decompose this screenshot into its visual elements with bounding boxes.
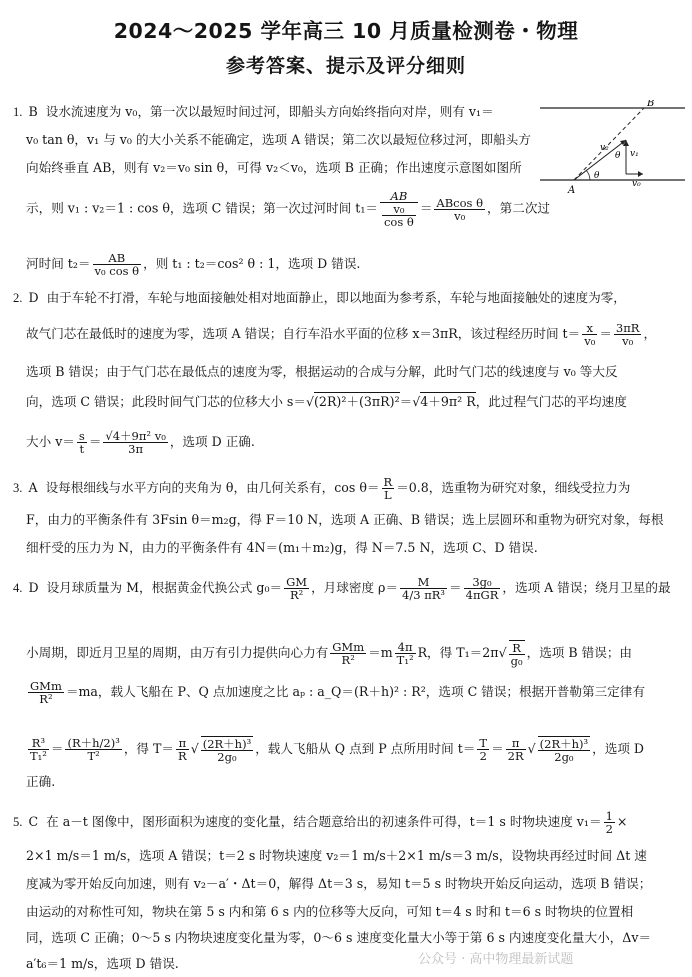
path-ab (574, 108, 644, 180)
q1-text-6: 河时间 t₂＝ (26, 256, 91, 271)
q1-text-4: 示，则 v₁ : v₂＝1 : cos θ，选项 C 错误；第一次过河时间 t₁＝ (26, 200, 378, 216)
q4-fraction-sq: $\frac{R}{\text{g₀}}$ (510, 641, 523, 668)
q5-line-2: 2×1 m/s＝1 m/s，选项 A 错误；t＝2 s 时物块速度 v₂＝1 m/s＋2×1 m/s＝3 m/s，设物块再经过时间 Δt 速 (26, 848, 647, 863)
q1-line-5 (26, 252, 360, 277)
q2-number: 2. (13, 291, 23, 305)
q3-line-1 (13, 476, 630, 501)
q2-fraction-t2: $\frac{3\pi R}{\text{v₀}}$ (615, 321, 640, 348)
q2-text-2: 故气门芯在最低时的速度为零，选项 A 错误；自行车沿水平面的位移 x＝3πR，该过程经历时间 t＝ (26, 326, 581, 341)
q4-line-5: 正确. (26, 774, 56, 789)
v0-arrowhead (638, 171, 643, 177)
q1-fraction-t2: $\frac{AB}{\text{v₀ cos θ}}$ (94, 251, 140, 278)
q1-choice: B (28, 104, 38, 119)
q4-fraction-tt: $\frac{\text{(2R＋h)³}}{\text{2g₀}}$ (202, 737, 252, 764)
q1-line-2: v₀ tan θ，v₁ 与 v₀ 的大小关系不能确定，选项 A 错误；第二次以最短位移过河，即船头方 (26, 132, 531, 147)
q4-choice: D (28, 580, 39, 595)
q4-line-1: 4. D 设月球质量为 M，根据黄金代换公式 g₀＝ $\frac{GM}{\text{R²}}$ ，月球密度 ρ＝ $\frac{M}{\text{4/3 πR³}}$ ＝ $\frac{\text{3g₀}}{\text{4πGR}}$ ，选项 A 错误；绕月卫星的最 (13, 575, 671, 602)
q4-line-2: 小周期，即近月卫星的周期，由万有引力提供向心力有 $\frac{\text{GMm}}{\text{R²}}$ ＝m $\frac{4\pi}{\text{T₁²}}$ R，得 T₁＝2π√ $\frac{R}{\text{g₀}}$ ，选项 B 错误；由 (26, 640, 633, 668)
q2-line-3: 选项 B 错误；由于气门芯在最低点的速度为零，根据运动的合成与分解，此时气门芯的线速度与 v₀ 等大反 (26, 364, 618, 379)
page-subtitle: 参考答案、提示及评分细则 (225, 55, 466, 77)
q3-line-2: F，由力的平衡条件有 3Fsin θ＝m₂g，得 F＝10 N，选项 A 正确、B 错误；选上层圆环和重物为研究对象，每根 (26, 512, 664, 527)
q2-fraction-v2: $\frac{\text{√4＋9π² v₀}}{3\pi}$ (105, 429, 166, 456)
q5-number: 5. (13, 815, 23, 829)
q4-fraction-t: $\frac{T}{2}$ (479, 736, 488, 763)
label-v2: v₂ (600, 143, 609, 153)
q2-text-6: 大小 v＝ (26, 434, 75, 449)
q4-fraction-rho2: $\frac{\text{3g₀}}{\text{4πGR}}$ (465, 575, 499, 602)
q2-line-5: 大小 v＝ $\frac{s}{t}$ ＝ $\frac{\text{√4＋9π² v₀}}{3\pi}$ ，选项 D 正确. (26, 429, 255, 456)
q4-fraction-rho: $\frac{M}{\text{4/3 πR³}}$ (402, 575, 446, 602)
q1-line-1 (13, 104, 494, 120)
label-a: A (568, 185, 576, 196)
q3-choice: A (28, 480, 38, 495)
q1-line-4 (26, 190, 550, 228)
q3-number: 3. (13, 481, 23, 495)
q4-text-2: 小周期，即近月卫星的周期，由万有引力提供向心力有 (26, 645, 329, 660)
q4-line-4: $\frac{\text{R³}}{\text{T₁²}}$ ＝ $\frac{\text{(R＋h/2)³}}{\text{T²}}$ ，得 T＝ $\frac{\pi}{R}$ √ $\frac{\text{(2R＋h)³}}{\text{2g₀}}$ ，载人飞船从 Q 点到 P 点所用时间 t＝ $\frac{T}{2}$ ＝ $\frac{\pi}{2R}$ √ $\frac{\text{(2R＋h)³}}{\text{2g₀}}$ ，选项 D (30, 736, 645, 764)
q1-text-7: ，则 t₁ : t₂＝cos² θ : 1，选项 D 错误. (143, 256, 361, 271)
q2-fraction-v: $\frac{s}{t}$ (78, 429, 85, 456)
velocity-diagram (540, 100, 685, 200)
q4-fraction-f: $\frac{\text{GMm}}{\text{R²}}$ (332, 640, 365, 667)
q4-number: 4. (13, 581, 23, 595)
q3-text-1: 设每根细线与水平方向的夹角为 θ，由几何关系有，cos θ＝ (45, 480, 380, 495)
q5-fraction-half: $\frac{1}{2}$ (605, 809, 613, 836)
q1-eq: ＝ (419, 200, 433, 216)
page-title: 2024～2025 学年高三 10 月质量检测卷・物理 (113, 19, 579, 43)
q2-text-5: ，此过程气门芯的平均速度 (475, 394, 627, 409)
q5-line-3: 度减为零开始反向加速，则有 v₂－a′・Δt＝0，解得 Δt＝3 s，易知 t＝5 s 时物块开始反向运动，选项 B 错误； (26, 876, 652, 891)
q4-line-3 (26, 680, 645, 705)
q2-text-1: 由于车轮不打滑，车轮与地面接触处相对地面静止，即以地面为参考系，车轮与地面接触处的速度为零， (46, 290, 626, 305)
q4-fraction-pi-2r: $\frac{\pi}{2R}$ (507, 736, 524, 763)
q3-text-2: ＝0.8，选重物为研究对象，细线受拉力为 (396, 480, 631, 495)
q1-fraction-t1: $\frac{AB}{\frac{\text{v₀}}{\text{cos θ}}}$ (380, 190, 418, 228)
label-b: B (647, 100, 655, 109)
q1-text-1: 设水流速度为 v₀，第一次以最短时间过河，即船头方向始终指向对岸，则有 v₁＝ (45, 104, 494, 119)
q3-fraction-cos: $\frac{R}{L}$ (383, 475, 393, 502)
q4-text-3: ＝ma，载人飞船在 P、Q 点加速度之比 aₚ : a_Q＝(R＋h)² : R²，选项 C 错误；根据开普勒第三定律有 (65, 684, 645, 699)
q2-fraction-t: $\frac{x}{\text{v₀}}$ (584, 321, 596, 348)
q4-fraction-tt2: $\frac{\text{(2R＋h)³}}{\text{2g₀}}$ (539, 737, 589, 764)
q4-fraction-k: $\frac{\text{R³}}{\text{T₁²}}$ (30, 736, 47, 763)
q5-choice: C (28, 814, 39, 829)
label-theta-top: θ (615, 151, 621, 161)
q4-text-1: 设月球质量为 M，根据黄金代换公式 g₀＝ (46, 580, 283, 595)
q2-text-7: ，选项 D 正确. (169, 434, 255, 449)
q2-text-4: 向，选项 C 错误；此段时间气门芯的位移大小 s＝ (26, 394, 306, 409)
theta-arc (586, 170, 590, 180)
q4-fraction-w: $\frac{4\pi}{\text{T₁²}}$ (396, 640, 414, 667)
q4-fraction-pi-r: $\frac{\pi}{R}$ (178, 736, 187, 763)
q4-fraction-g: $\frac{GM}{\text{R²}}$ (286, 575, 308, 602)
label-theta: θ (594, 171, 600, 181)
q5-line-1: 5. C 在 a－t 图像中，图形面积为速度的变化量，结合题意给出的初速条件可得，t＝1 s 时物块速度 v₁＝ $\frac{1}{2}$ × (13, 809, 628, 836)
q5-line-4: 由运动的对称性可知，物块在第 5 s 内和第 6 s 内的位移等大反向，可知 t＝4 s 时和 t＝6 s 时物块的位置相 (26, 904, 634, 919)
q5-text-1: 在 a－t 图像中，图形面积为速度的变化量，结合题意给出的初速条件可得，t＝1 s 时物块速度 v₁＝ (46, 814, 602, 829)
q5-line-6: a′t₆＝1 m/s，选项 D 错误. (26, 956, 179, 971)
q1-line-3: 向始终垂直 AB，则有 v₂＝v₀ sin θ，可得 v₂＜v₀，选项 B 正确；作出速度示意图如图所 (26, 160, 522, 175)
q3-line-3: 细杆受的压力为 N，由力的平衡条件有 4N＝(m₁＋m₂)g，得 N＝7.5 N，选项 C、D 错误. (26, 540, 538, 555)
q1-number: 1. (13, 105, 23, 119)
q2-line-2: 故气门芯在最低时的速度为零，选项 A 错误；自行车沿水平面的位移 x＝3πR，该过程经历时间 t＝ $\frac{x}{\text{v₀}}$ ＝ $\frac{3\pi R}{\text{v₀}}$ ， (26, 321, 657, 348)
q1-fraction-t1b: $\frac{\text{ABcos θ}}{\text{v₀}}$ (436, 195, 484, 223)
q2-choice: D (28, 290, 39, 305)
label-v0: v₀ (632, 179, 641, 189)
watermark: 公众号 · 高中物理最新试题 (418, 952, 574, 967)
q1-text-5: ，第二次过 (487, 200, 550, 216)
q5-line-5: 同，选项 C 正确；0～5 s 内物块速度变化量为零，0～6 s 速度变化量大小等于第 6 s 内速度变化量大小，Δv＝ (26, 930, 652, 945)
q4-fraction-k2: $\frac{\text{(R＋h/2)³}}{\text{T²}}$ (67, 736, 120, 763)
q2-line-1 (13, 290, 626, 306)
q2-line-4: 向，选项 C 错误；此段时间气门芯的位移大小 s＝√(2R)²＋(3πR)²＝√4＋9π² R，此过程气门芯的平均速度 (26, 394, 627, 409)
label-v1: v₁ (630, 149, 639, 159)
q4-fraction-a: $\frac{\text{GMm}}{\text{R²}}$ (30, 679, 62, 706)
